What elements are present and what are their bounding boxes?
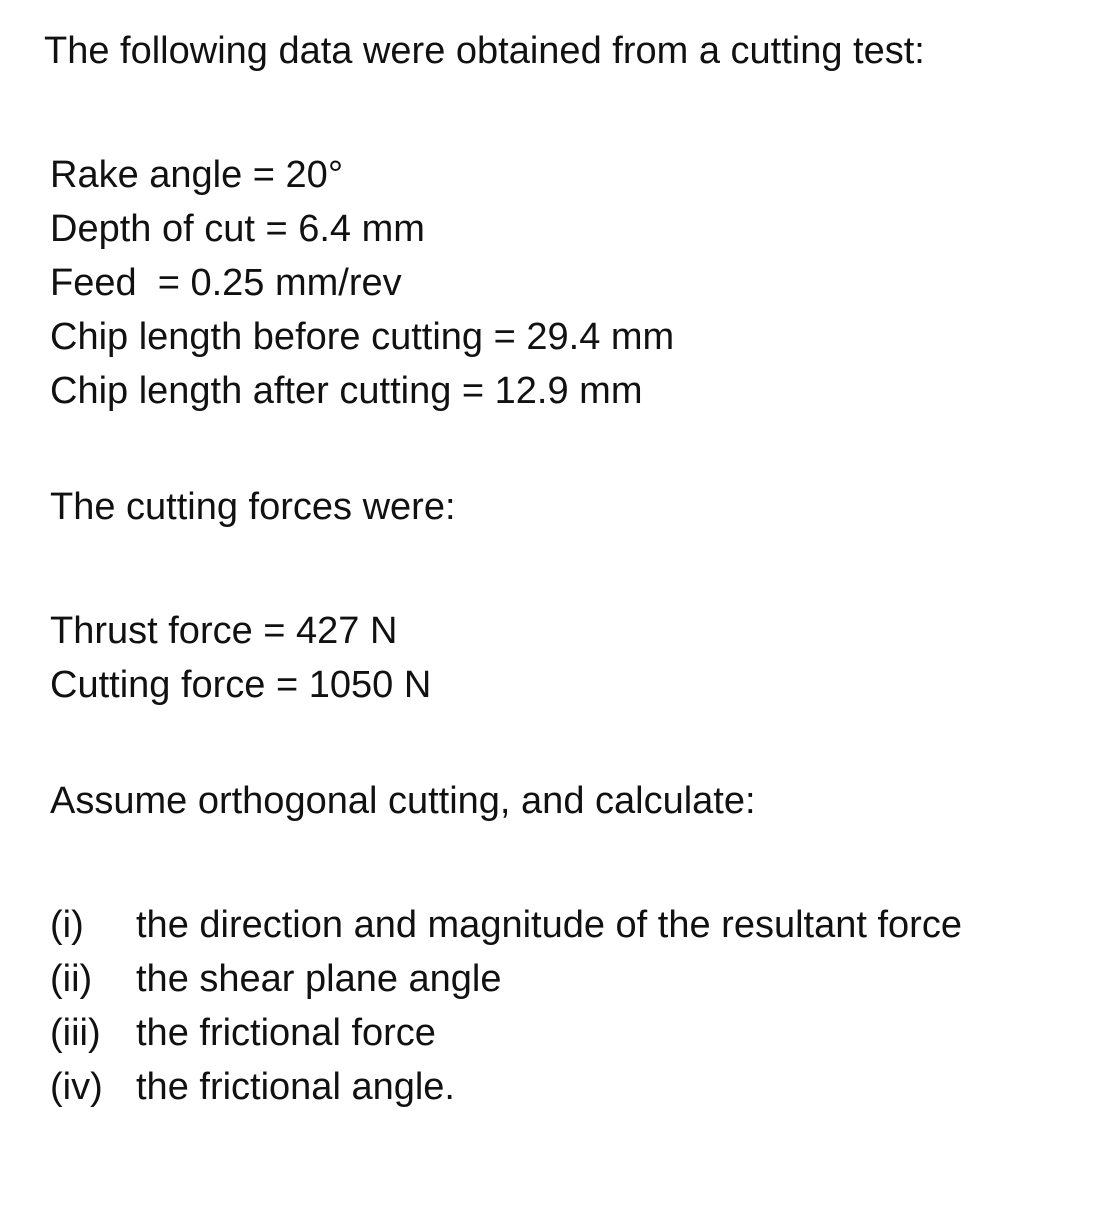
task-text: the frictional angle. (136, 1066, 455, 1108)
task-number: (iv) (50, 1066, 103, 1108)
given-depth-of-cut: Depth of cut = 6.4 mm (50, 208, 425, 250)
task-item (50, 1064, 455, 1110)
given-chip-length-after: Chip length after cutting = 12.9 mm (50, 370, 643, 412)
task-number: (ii) (50, 958, 93, 1000)
given-rake-angle: Rake angle = 20° (50, 154, 344, 196)
intro-text: The following data were obtained from a cutting test: (44, 30, 925, 72)
given-chip-length-before: Chip length before cutting = 29.4 mm (50, 316, 675, 358)
assume-instruction: Assume orthogonal cutting, and calculate: (50, 780, 756, 822)
task-item (50, 1010, 436, 1056)
given-feed: Feed = 0.25 mm/rev (50, 262, 402, 304)
cutting-force: Cutting force = 1050 N (50, 664, 432, 706)
task-text: the shear plane angle (136, 958, 502, 1000)
forces-heading: The cutting forces were: (50, 486, 456, 528)
task-text: the frictional force (136, 1012, 436, 1054)
thrust-force: Thrust force = 427 N (50, 610, 398, 652)
task-item (50, 956, 502, 1002)
task-text: the direction and magnitude of the resultant force (136, 904, 962, 946)
task-number: (iii) (50, 1012, 101, 1054)
task-item (50, 902, 962, 948)
task-number: (i) (50, 904, 84, 946)
